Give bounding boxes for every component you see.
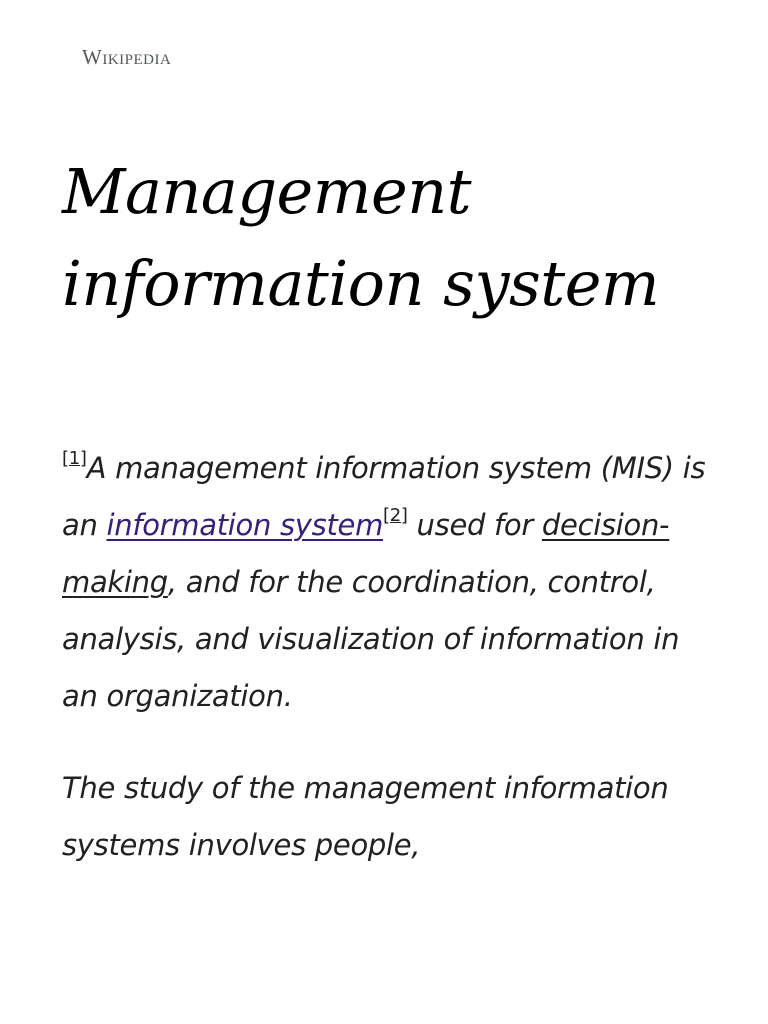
- site-header: [82, 42, 171, 72]
- article-paragraph-1: [62, 440, 722, 725]
- paragraph-text-start: A management information system (MIS) is an: [62, 451, 706, 542]
- decision-making-link[interactable]: decision-making: [62, 508, 670, 599]
- paragraph-text-middle: used for: [407, 508, 542, 542]
- page-title: Management information system: [62, 155, 660, 320]
- paragraph-text-end: , and for the coordination, control, analysis, and visualization of information in an organization.: [62, 565, 680, 713]
- information-system-link[interactable]: information system: [106, 508, 384, 542]
- reference-2-link[interactable]: [2]: [383, 505, 408, 526]
- wikipedia-wordmark-link[interactable]: Wikipedia: [82, 45, 172, 69]
- reference-1-link[interactable]: [1]: [62, 448, 87, 469]
- article-paragraph-2: The study of the management information systems involves people,: [62, 771, 669, 862]
- article-body: [62, 440, 722, 909]
